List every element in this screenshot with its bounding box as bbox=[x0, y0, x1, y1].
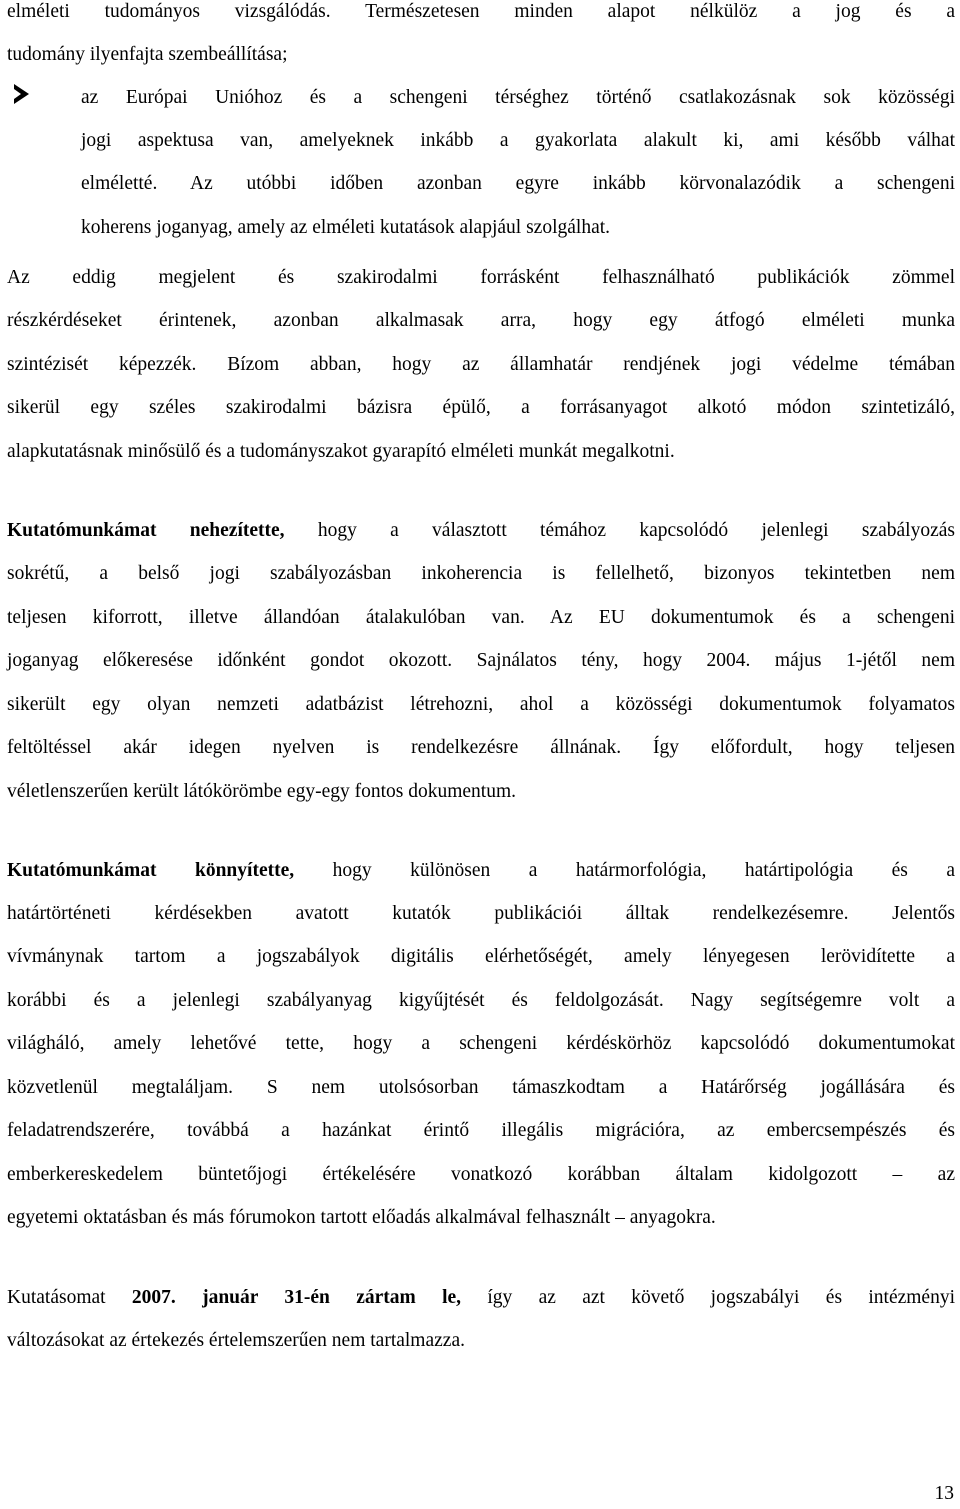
text-line: változásokat az értekezés értelemszerűen nem tartalmazza. bbox=[7, 1330, 465, 1351]
text-line: joganyag előkeresése időnként gondot okozott. Sajnálatos tény, hogy 2004. május 1-jétől nem bbox=[7, 650, 955, 671]
text-line: közvetlenül megtaláljam. S nem utolsósorban támaszkodtam a Határőrség jogállására és bbox=[7, 1077, 955, 1098]
text-line: alapkutatásnak minősülő és a tudományszakot gyarapító elméleti munkát megalkotni. bbox=[7, 441, 675, 462]
bullet-text-line: koherens joganyag, amely az elméleti kutatások alapjául szolgálhat. bbox=[81, 217, 611, 238]
text-line: sikerül egy széles szakirodalmi bázisra épülő, a forrásanyagot alkotó módon szintetizáló, bbox=[7, 397, 955, 418]
text-line: elméleti tudományos vizsgálódás. Természetesen minden alapot nélkülöz a jog és a bbox=[7, 1, 955, 22]
text-line: Kutatómunkámat nehezítette, hogy a választott témához kapcsolódó jelenlegi szabályozás bbox=[7, 520, 955, 541]
text-line: vívmánynak tartom a jogszabályok digitális elérhetőségét, amely lényegesen lerövidítette a bbox=[7, 946, 955, 967]
page-number: 13 bbox=[934, 1483, 954, 1504]
bullet-text-line: elméletté. Az utóbbi időben azonban egyre inkább körvonalazódik a schengeni bbox=[81, 173, 955, 194]
text-line: Kutatásomat 2007. január 31-én zártam le, így az azt követő jogszabályi és intézményi bbox=[7, 1287, 955, 1308]
text-line: részkérdéseket érintenek, azonban alkalmasak arra, hogy egy átfogó elméleti munka bbox=[7, 310, 955, 331]
text-line: egyetemi oktatásban és más fórumokon tartott előadás alkalmával felhasznált – anyagokra. bbox=[7, 1207, 716, 1228]
text-line: sikerült egy olyan nemzeti adatbázist létrehozni, ahol a közösségi dokumentumok folyamatos bbox=[7, 694, 955, 715]
text-line: Az eddig megjelent és szakirodalmi forrásként felhasználható publikációk zömmel bbox=[7, 267, 955, 288]
text-line: világháló, amely lehetővé tette, hogy a schengeni kérdéskörhöz kapcsolódó dokumentumokat bbox=[7, 1033, 955, 1054]
text-line: sokrétű, a belső jogi szabályozásban inkoherencia is fellelhető, bizonyos tekintetben nem bbox=[7, 563, 955, 584]
text-line: véletlenszerűen került látókörömbe egy-egy fontos dokumentum. bbox=[7, 781, 517, 802]
bold-date: 2007. január 31-én zártam le, bbox=[131, 1287, 462, 1308]
text-line: tudomány ilyenfajta szembeállítása; bbox=[7, 44, 288, 65]
text-line: Kutatómunkámat könnyítette, hogy különösen a határmorfológia, határtipológia és a bbox=[7, 860, 955, 881]
text-line: emberkereskedelem büntetőjogi értékelésére vonatkozó korábban általam kidolgozott – az bbox=[7, 1164, 955, 1185]
text-line: feladatrendszerére, továbbá a hazánkat érintő illegális migrációra, az embercsempészés és bbox=[7, 1120, 955, 1141]
bold-lead: Kutatómunkámat könnyítette, bbox=[7, 860, 295, 881]
bold-lead: Kutatómunkámat nehezítette, bbox=[7, 520, 285, 541]
text-line: korábbi és a jelenlegi szabályanyag kigyűjtését és feldolgozását. Nagy segítségemre volt a bbox=[7, 990, 955, 1011]
text-line: feltöltéssel akár idegen nyelven is rendelkezésre állnának. Így előfordult, hogy teljesen bbox=[7, 737, 955, 758]
bullet-text-line: az Európai Unióhoz és a schengeni térséghez történő csatlakozásnak sok közösségi bbox=[81, 87, 955, 108]
text-line: határtörténeti kérdésekben avatott kutatók publikációi álltak rendelkezésemre. Jelentős bbox=[7, 903, 955, 924]
arrowhead-bullet-icon bbox=[14, 84, 29, 104]
text-line: teljesen kiforrott, illetve állandóan átalakulóban van. Az EU dokumentumok és a schengeni bbox=[7, 607, 955, 628]
bullet-text-line: jogi aspektusa van, amelyeknek inkább a gyakorlata alakult ki, ami később válhat bbox=[81, 130, 955, 151]
text-line: szintézisét képezzék. Bízom abban, hogy az államhatár rendjének jogi védelme témában bbox=[7, 354, 955, 375]
